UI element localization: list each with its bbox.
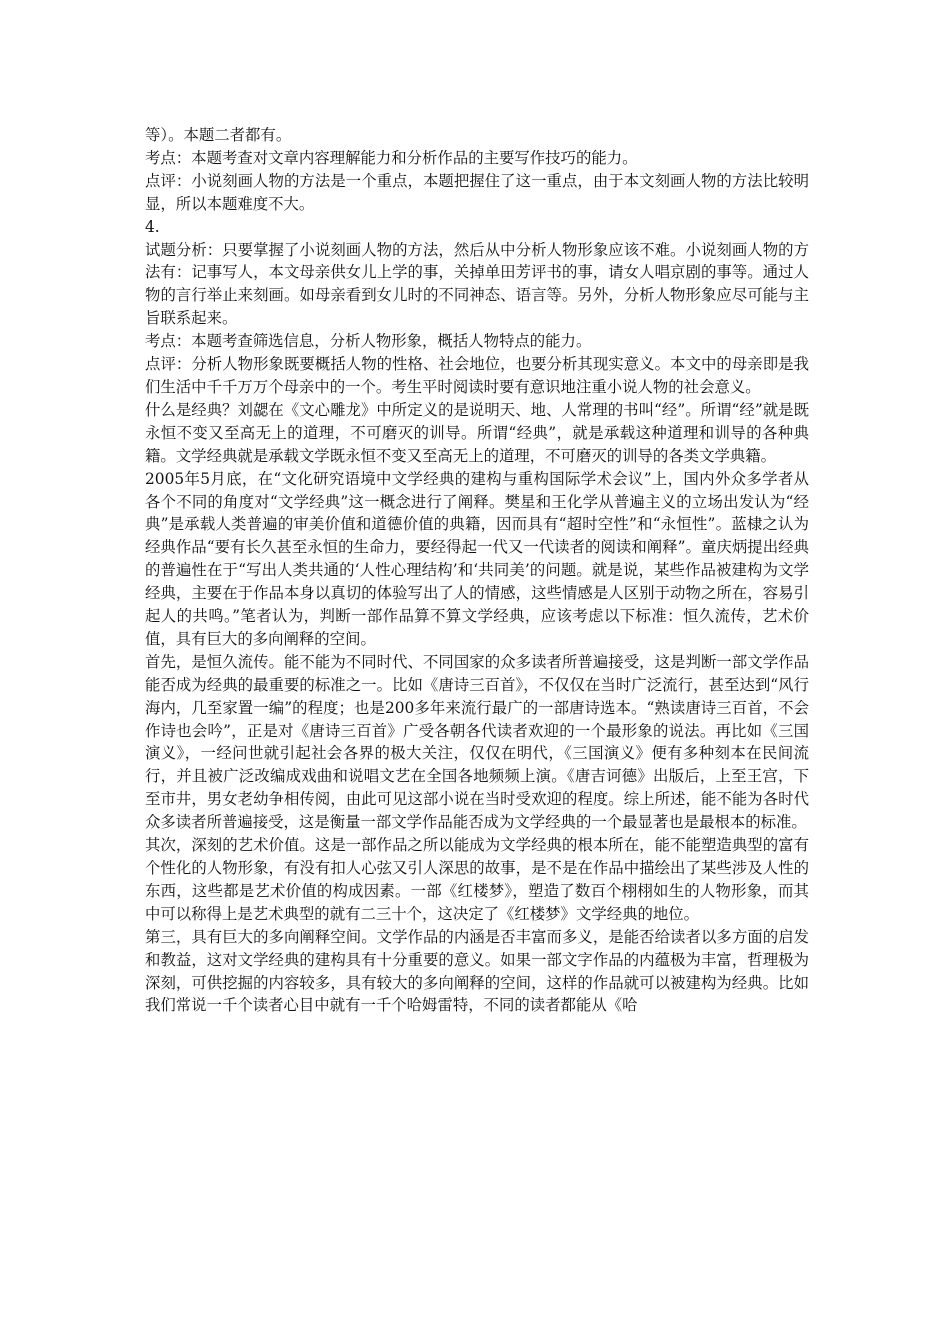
- paragraph-kaodian-4: 考点：本题考查筛选信息，分析人物形象，概括人物特点的能力。: [145, 332, 592, 351]
- question-number-4: 4.: [145, 217, 160, 236]
- paragraph-analysis-4: 试题分析：只要掌握了小说刻画人物的方法，然后从中分析人物形象应该不难。小说刻画人物的方法有：记事写人，本文母亲供女儿上学的事，关掉单田芳评书的事，请女人唱京剧的事等。通过人物的言行举止来刻画。如母亲看到女儿时的不同神态、语言等。另外，分析人物形象应尽可能与主旨联系起来。: [145, 240, 809, 328]
- paragraph-answer-tail: 等）。本题二者都有。: [145, 126, 292, 144]
- document-body: [145, 124, 809, 1017]
- paragraph-first-standard: 首先，是恒久流传。能不能为不同时代、不同国家的众多读者所普遍接受，这是判断一部文学作品能否成为经典的最重要的标准之一。比如《唐诗三百首》，不仅仅在当时广泛流行，甚至达到“风行海内，几至家置一编”的程度；也是200多年来流行最广的一部唐诗选本。“熟读唐诗三百首，不会作诗也会吟”，正是对《唐诗三百首》广受各朝各代读者欢迎的一个最形象的说法。再比如《三国演义》，一经问世就引起社会各界的极大关注，仅仅在明代，《三国演义》便有多种刻本在民间流行，并且被广泛改编成戏曲和说唱文艺在全国各地频频上演。《唐吉诃德》出版后，上至王宫，下至市井，男女老幼争相传阅，由此可见这部小说在当时受欢迎的程度。综上所述，能不能为各时代众多读者所普遍接受，这是衡量一部文学作品能否成为文学经典的一个最显著也是最根本的标准。: [145, 652, 809, 832]
- paragraph-third-standard: 第三，具有巨大的多向阐释空间。文学作品的内涵是否丰富而多义，是能否给读者以多方面的启发和教益，这对文学经典的建构具有十分重要的意义。如果一部文字作品的内蕴极为丰富，哲理极为深刻，可供挖掘的内容较多，具有较大的多向阐释的空间，这样的作品就可以被建构为经典。比如我们常说一千个读者心目中就有一千个哈姆雷特，不同的读者都能从《哈: [145, 927, 809, 1015]
- paragraph-kaodian-3: 考点：本题考查对文章内容理解能力和分析作品的主要写作技巧的能力。: [145, 148, 638, 167]
- paragraph-second-standard: 其次，深刻的艺术价值。这是一部作品之所以能成为文学经典的根本所在，能不能塑造典型的富有个性化的人物形象，有没有扣人心弦又引人深思的故事，是不是在作品中描绘出了某些涉及人性的东西，这些都是艺术价值的构成因素。一部《红楼梦》，塑造了数百个栩栩如生的人物形象，而其中可以称得上是艺术典型的就有二三十个，这决定了《红楼梦》文学经典的地位。: [145, 836, 809, 923]
- paragraph-conference-2005: 2005年5月底，在“文化研究语境中文学经典的建构与重构国际学术会议”上，国内外众多学者从各个不同的角度对“文学经典”这一概念进行了阐释。樊星和王化学从普遍主义的立场出发认为“经典”是承载人类普遍的审美价值和道德价值的典籍，因而具有“超时空性”和“永恒性”。蓝棣之认为经典作品“要有长久甚至永恒的生命力，要经得起一代又一代读者的阅读和阐释”。童庆炳提出经典的普遍性在于“写出人类共通的‘人性心理结构’和‘共同美’的问题。就是说，某些作品被建构为文学经典，主要在于作品本身以真切的体验写出了人的情感，这些情感是人区别于动物之所在，容易引起人的共鸣。”笔者认为，判断一部作品算不算文学经典，应该考虑以下标准：恒久流传，艺术价值，具有巨大的多向阐释的空间。: [145, 469, 809, 648]
- paragraph-dianping-4: 点评：分析人物形象既要概括人物的性格、社会地位，也要分析其现实意义。本文中的母亲即是我们生活中千千万万个母亲中的一个。考生平时阅读时要有意识地注重小说人物的社会意义。: [145, 355, 809, 396]
- paragraph-what-is-classic: 什么是经典？刘勰在《文心雕龙》中所定义的是说明天、地、人常理的书叫“经”。所谓“经”就是既永恒不变又至高无上的道理，不可磨灭的训导。所谓“经典”，就是承载这种道理和训导的各种典籍。文学经典就是承载文学既永恒不变又至高无上的道理，不可磨灭的训导的各类文学典籍。: [145, 400, 809, 465]
- paragraph-dianping-3: 点评：小说刻画人物的方法是一个重点，本题把握住了这一重点，由于本文刻画人物的方法比较明显，所以本题难度不大。: [145, 171, 809, 213]
